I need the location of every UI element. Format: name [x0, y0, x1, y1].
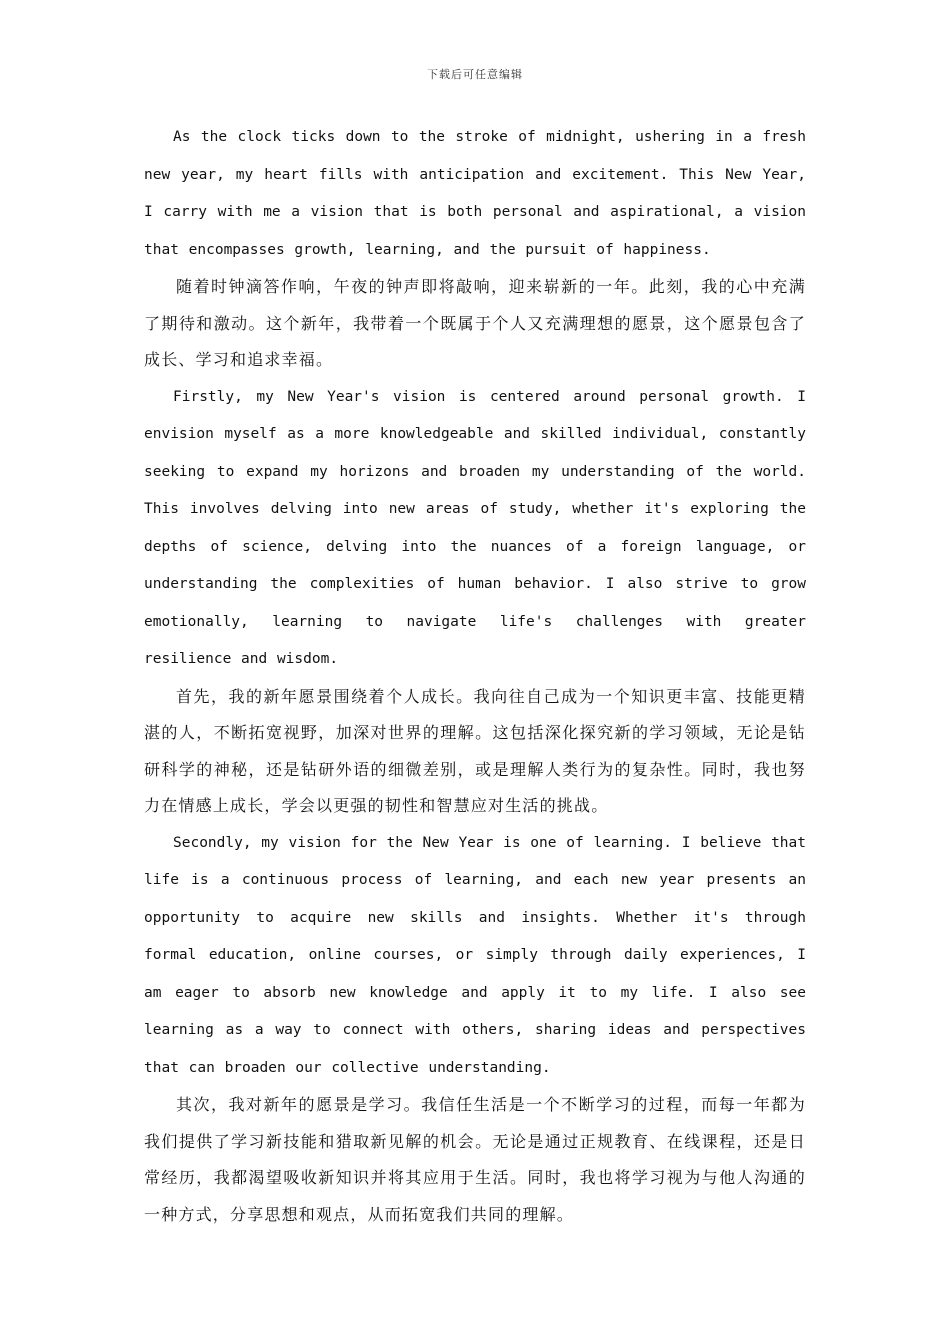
page-header: 下载后可任意编辑	[427, 68, 523, 81]
document-body	[144, 119, 806, 1233]
paragraph-zh-growth: 首先，我的新年愿景围绕着个人成长。我向往自己成为一个知识更丰富、技能更精湛的人，不断拓宽视野，加深对世界的理解。这包括深化探究新的学习领域，无论是钻研科学的神秘，还是钻研外语的细微差别，或是理解人类行为的复杂性。同时，我也努力在情感上成长，学会以更强的韧性和智慧应对生活的挑战。	[144, 686, 806, 815]
paragraph-zh-learning: 其次，我对新年的愿景是学习。我信任生活是一个不断学习的过程，而每一年都为我们提供了学习新技能和猎取新见解的机会。无论是通过正规教育、在线课程，还是日常经历，我都渴望吸收新知识并将其应用于生活。同时，我也将学习视为与他人沟通的一种方式，分享思想和观点，从而拓宽我们共同的理解。	[144, 1095, 806, 1224]
paragraph-en-growth: Firstly, my New Year's vision is centered around personal growth. I envision myself as a more knowledgeable and skilled individual, constantly seeking to expand my horizons and broaden my understanding of the world. This involves delving into new areas of study, whether it's exploring the depths of science, delving into the nuances of a foreign language, or understanding the complexities of human behavior. I also strive to grow emotionally, learning to navigate life's challenges with greater resilience and wisdom.	[144, 388, 806, 667]
paragraph-zh-intro: 随着时钟滴答作响，午夜的钟声即将敲响，迎来崭新的一年。此刻，我的心中充满了期待和激动。这个新年，我带着一个既属于个人又充满理想的愿景，这个愿景包含了成长、学习和追求幸福。	[144, 277, 806, 369]
paragraph-en-intro: As the clock ticks down to the stroke of midnight, ushering in a fresh new year, my heart fills with anticipation and excitement. This New Year, I carry with me a vision that is both personal and aspirational, a vision that encompasses growth, learning, and the pursuit of happiness.	[144, 129, 806, 258]
paragraph-en-learning: Secondly, my vision for the New Year is one of learning. I believe that life is a continuous process of learning, and each new year presents an opportunity to acquire new skills and insights. Whether it's through formal education, online courses, or simply through daily experiences, I am eager to absorb new knowledge and apply it to my life. I also see learning as a way to connect with others, sharing ideas and perspectives that can broaden our collective understanding.	[144, 834, 806, 1076]
